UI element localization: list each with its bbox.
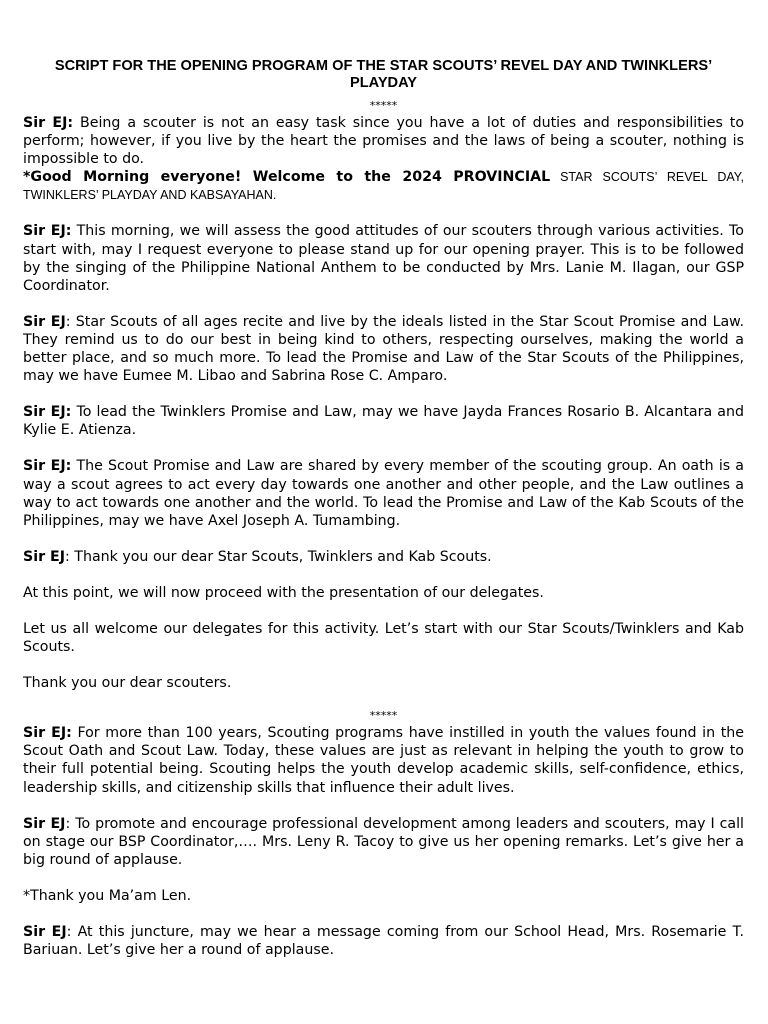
speaker-label: Sir EJ xyxy=(23,548,65,565)
speaker-label: Sir EJ: xyxy=(23,223,72,240)
document-title: SCRIPT FOR THE OPENING PROGRAM OF THE STAR SCOUTS’ REVEL DAY AND TWINKLERS’ PLAYDAY xyxy=(54,58,713,91)
paragraph-intro xyxy=(23,114,744,168)
paragraph-text: : To promote and encourage professional development among leaders and scouters, may I call on stage our BSP Coordinator,…. Mrs. Leny R. Tacoy to give us her opening remarks. Let’s give her a big round of applause. xyxy=(23,815,744,868)
welcome-greeting: *Good Morning everyone! Welcome to the 2024 PROVINCIAL xyxy=(23,169,551,186)
paragraph-thank-you-len: *Thank you Ma’am Len. xyxy=(23,887,192,904)
paragraph-text: : At this juncture, may we hear a message coming from our School Head, Mrs. Rosemarie T. Bariuan. Let’s give her a round of applause. xyxy=(23,924,744,959)
paragraph-star-scouts-promise xyxy=(23,313,744,385)
welcome-event-name: STAR SCOUTS’ REVEL DAY, TWINKLERS’ PLAYDAY AND KABSAYAHAN. xyxy=(23,170,744,203)
paragraph-thank-you-scouts xyxy=(23,548,744,566)
speaker-label: Sir EJ xyxy=(23,924,67,940)
paragraph-kab-scouts-promise xyxy=(23,457,744,529)
paragraph-school-head xyxy=(23,923,744,959)
paragraph-scouting-values xyxy=(23,724,744,796)
paragraph-text: This morning, we will assess the good attitudes of our scouters through various activities. To start with, may I request everyone to please stand up for our opening prayer. This is to be followed by the singing of the Philippine National Anthem to be conducted by Mrs. Lanie M. Ilagan, our GSP Coordinator. xyxy=(23,223,744,294)
paragraph-welcome-delegates: Let us all welcome our delegates for this activity. Let’s start with our Star Scouts/Twinklers and Kab Scouts. xyxy=(23,620,744,656)
paragraph-text: To lead the Twinklers Promise and Law, may we have Jayda Frances Rosario B. Alcantara and Kylie E. Atienza. xyxy=(23,404,744,439)
paragraph-welcome xyxy=(23,168,744,204)
paragraph-thank-scouters: Thank you our dear scouters. xyxy=(23,675,232,692)
paragraph-text: : Thank you our dear Star Scouts, Twinklers and Kab Scouts. xyxy=(65,548,492,565)
paragraph-opening-prayer xyxy=(23,222,744,294)
speaker-label: Sir EJ: xyxy=(23,404,72,421)
speaker-label: Sir EJ xyxy=(23,815,66,832)
speaker-label: Sir EJ xyxy=(23,313,66,330)
paragraph-bsp-coordinator xyxy=(23,815,744,869)
speaker-label: Sir EJ: xyxy=(23,725,72,742)
speaker-label: Sir EJ: xyxy=(23,115,74,131)
paragraph-twinklers-promise xyxy=(23,403,744,439)
paragraph-text: For more than 100 years, Scouting programs have instilled in youth the values found in the Scout Oath and Scout Law. Today, these values are just as relevant in helping the youth to grow to their full potential being. Scouting helps the youth develop academic skills, self-confidence, ethics, leadership skills, and citizenship skills that influence their adult lives. xyxy=(23,725,744,796)
speaker-label: Sir EJ: xyxy=(23,458,72,475)
paragraph-text: Being a scouter is not an easy task since you have a lot of duties and responsibilities to perform; however, if you live by the heart the promises and the laws of being a scouter, nothing is impossible to do. xyxy=(23,115,744,168)
paragraph-text: The Scout Promise and Law are shared by every member of the scouting group. An oath is a way a scout agrees to act every day towards one another and other people, and the Law outlines a way to act towards one another and the world. To lead the Promise and Law of the Kab Scouts of the Philippines, may we have Axel Joseph A. Tumambing. xyxy=(23,458,744,529)
paragraph-text: : Star Scouts of all ages recite and live by the ideals listed in the Star Scout Promise and Law. They remind us to do our best in being kind to others, respecting ourselves, making the world a better place, and so much more. To lead the Promise and Law of the Star Scouts of the Philippines, may we have Eumee M. Libao and Sabrina Rose C. Amparo. xyxy=(23,313,744,385)
separator-top: ***** xyxy=(369,99,398,112)
separator-middle: ***** xyxy=(369,709,398,723)
paragraph-presentation: At this point, we will now proceed with the presentation of our delegates. xyxy=(23,584,544,601)
